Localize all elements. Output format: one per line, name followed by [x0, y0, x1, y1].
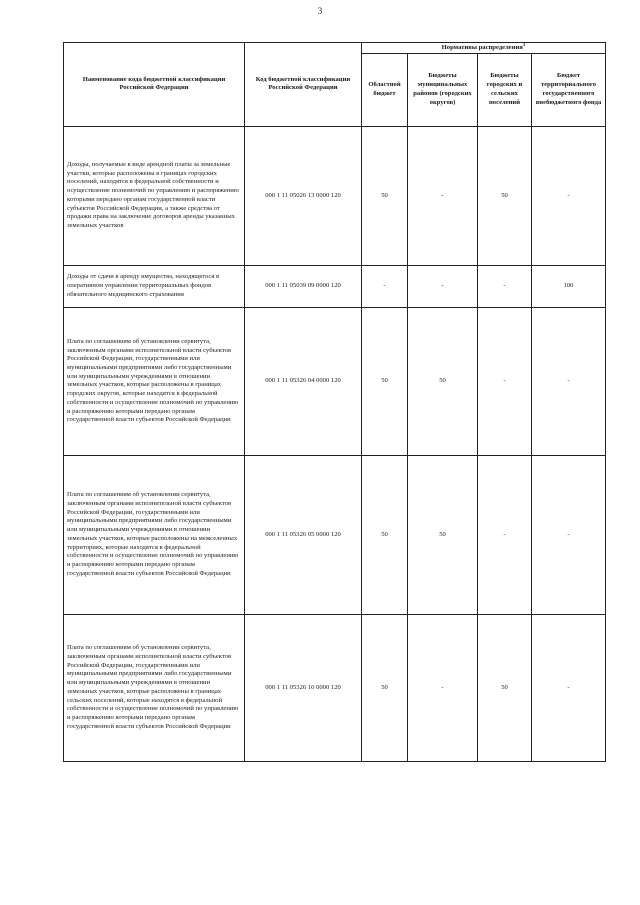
row-municipal-value: -	[408, 126, 478, 265]
header-town-col: Бюджеты городских и сельских поселений	[478, 53, 532, 126]
row-code: 000 1 11 05326 05 0000 120	[245, 455, 362, 614]
row-code: 000 1 11 05026 13 0000 120	[245, 126, 362, 265]
row-description: Плата по соглашениям об установлении сервитута, заключенным органами исполнительной власти субъектов Российской Федерации, государственными или муниципальными предприятиями либо государственными или муниципальными учреждениями в отношении земельных участков, которые расположены в границах сельских поселений, которые находятся в федеральной собственности и осуществление полномочий по управлению и распоряжению которыми передано органам государственной власти субъектов Российской Федерации	[64, 614, 245, 761]
row-code: 000 1 11 05039 09 0000 120	[245, 265, 362, 307]
row-fund-value: -	[532, 307, 606, 455]
budget-norms-table	[63, 42, 606, 762]
row-regional-value: 50	[362, 307, 408, 455]
header-fund-col: Бюджет территориального государственного внебюджетного фонда	[532, 53, 606, 126]
table-header-row	[64, 43, 606, 54]
row-municipal-value: -	[408, 265, 478, 307]
page-number: 3	[317, 6, 323, 16]
table-row	[64, 614, 606, 761]
header-code-col: Код бюджетной классификации Российской Федерации	[245, 43, 362, 127]
row-regional-value: 50	[362, 126, 408, 265]
row-regional-value: 50	[362, 614, 408, 761]
header-norms-label: Нормативы распределения	[441, 44, 523, 52]
row-description: Плата по соглашениям об установлении сервитута, заключенным органами исполнительной власти субъектов Российской Федерации, государственными или муниципальными предприятиями либо государственными или муниципальными учреждениями в отношении земельных участков, которые расположены в границах городских округов, которые находятся в федеральной собственности и осуществление полномочий по управлению и распоряжению которыми передано органам государственной власти субъектов Российской Федерации	[64, 307, 245, 455]
row-description: Доходы, получаемые в виде арендной платы за земельные участки, которые расположены в границах городских поселений, находятся в федеральной собственности и осуществление полномочий по управлению и распоряжению которыми передано органам государственной власти субъектов Российской Федерации, а также средства от продажи права на заключение договоров аренды указанных земельных участков	[64, 126, 245, 265]
row-description: Плата по соглашениям об установлении сервитута, заключенным органами исполнительной власти субъектов Российской Федерации, государственными или муниципальными предприятиями либо государственными или муниципальными учреждениями в отношении земельных участков, которые расположены на межселенных территориях, которые находятся в федеральной собственности и осуществление полномочий по управлению и распоряжению которыми передано органам государственной власти субъектов Российской Федерации	[64, 455, 245, 614]
table-row	[64, 455, 606, 614]
row-town-value: 50	[478, 126, 532, 265]
row-town-value: 50	[478, 614, 532, 761]
row-code: 000 1 11 05326 10 0000 120	[245, 614, 362, 761]
row-town-value: -	[478, 455, 532, 614]
row-code: 000 1 11 05326 04 0000 120	[245, 307, 362, 455]
table-row	[64, 126, 606, 265]
header-norms-footnote: 1	[522, 43, 526, 48]
table-row	[64, 307, 606, 455]
header-regional-col: Областной бюджет	[362, 53, 408, 126]
row-municipal-value: 50	[408, 307, 478, 455]
row-town-value: -	[478, 307, 532, 455]
row-regional-value: -	[362, 265, 408, 307]
row-regional-value: 50	[362, 455, 408, 614]
row-fund-value: -	[532, 455, 606, 614]
row-fund-value: -	[532, 614, 606, 761]
header-name-col: Наименование кода бюджетной классификации Российской Федерации	[64, 43, 245, 127]
table-row	[64, 265, 606, 307]
row-municipal-value: 50	[408, 455, 478, 614]
row-description: Доходы от сдачи в аренду имущества, находящегося в оперативном управлении территориальных фондов обязательного медицинского страхования	[64, 265, 245, 307]
row-town-value: -	[478, 265, 532, 307]
header-municipal-col: Бюджеты муниципальных районов (городских округов)	[408, 53, 478, 126]
header-norms-group	[362, 43, 606, 54]
row-fund-value: 100	[532, 265, 606, 307]
row-fund-value: -	[532, 126, 606, 265]
row-municipal-value: -	[408, 614, 478, 761]
